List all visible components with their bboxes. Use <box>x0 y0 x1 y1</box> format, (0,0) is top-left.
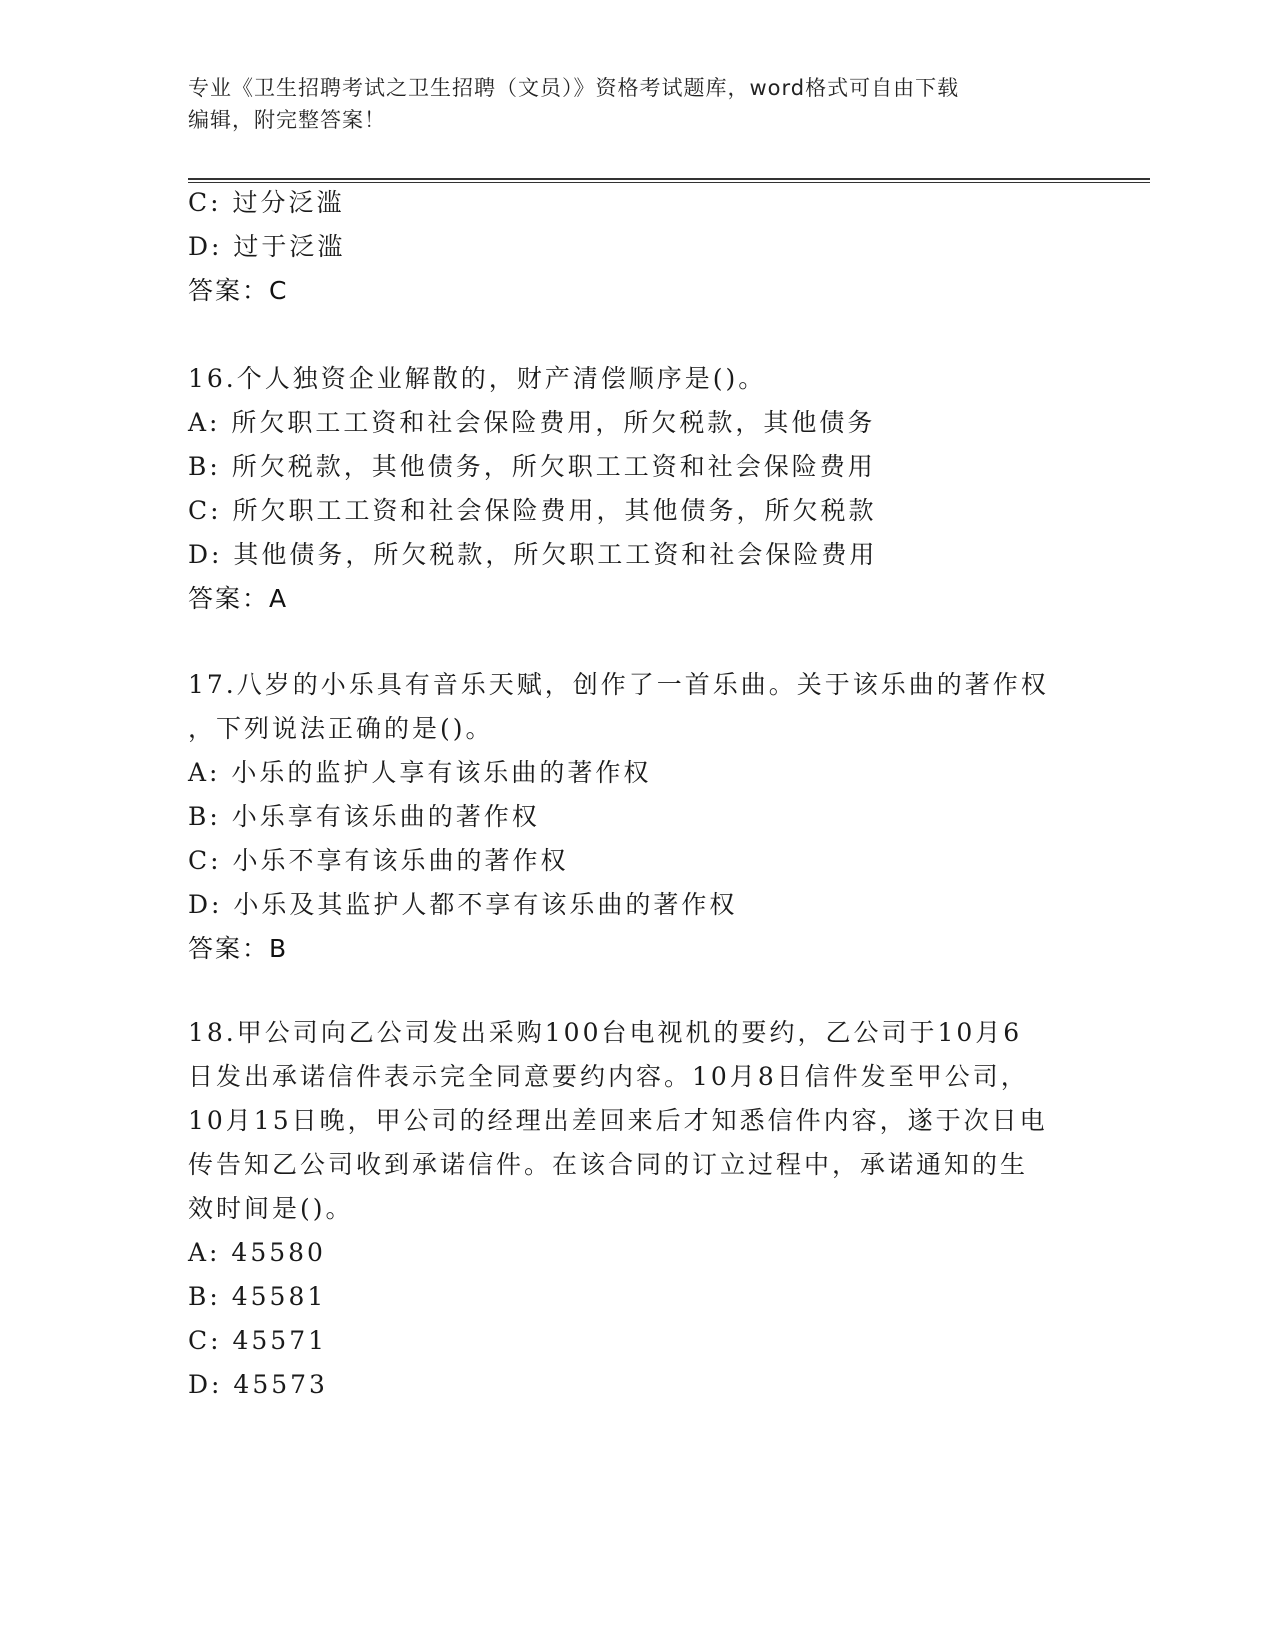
q18-stem-line-2: 日发出承诺信件表示完全同意要约内容。10月8日信件发至甲公司， <box>188 1062 1029 1091</box>
q18-option-b: B: 45581 <box>188 1282 327 1311</box>
q15-answer: 答案：C <box>188 276 289 305</box>
header-divider <box>188 178 1150 180</box>
q16-option-d: D: 其他债务，所欠税款，所欠职工工资和社会保险费用 <box>188 540 878 569</box>
q18-option-d: D: 45573 <box>188 1370 328 1399</box>
q15-option-c: C: 过分泛滥 <box>188 188 345 217</box>
q17-option-c: C: 小乐不享有该乐曲的著作权 <box>188 846 569 875</box>
q17-stem-line-2: ，下列说法正确的是()。 <box>188 714 494 743</box>
q17-option-b: B: 小乐享有该乐曲的著作权 <box>188 802 540 831</box>
q17-answer: 答案：B <box>188 934 289 963</box>
q17-option-a: A: 小乐的监护人享有该乐曲的著作权 <box>188 758 652 787</box>
q16-stem: 16.个人独资企业解散的，财产清偿顺序是()。 <box>188 364 767 393</box>
q16-option-c: C: 所欠职工工资和社会保险费用，其他债务，所欠税款 <box>188 496 877 525</box>
document-header <box>188 72 1088 136</box>
header-line-2: 编辑，附完整答案！ <box>188 108 386 132</box>
q16-option-a: A: 所欠职工工资和社会保险费用，所欠税款，其他债务 <box>188 408 876 437</box>
q16-answer: 答案：A <box>188 584 289 613</box>
header-line-1: 专业《卫生招聘考试之卫生招聘（文员）》资格考试题库，word格式可自由下载 <box>188 76 960 100</box>
q18-stem-line-5: 效时间是()。 <box>188 1194 354 1223</box>
q17-option-d: D: 小乐及其监护人都不享有该乐曲的著作权 <box>188 890 738 919</box>
q18-stem-line-1: 18.甲公司向乙公司发出采购100台电视机的要约，乙公司于10月6 <box>188 1018 1023 1047</box>
q16-option-b: B: 所欠税款，其他债务，所欠职工工资和社会保险费用 <box>188 452 876 481</box>
q18-stem-line-4: 传告知乙公司收到承诺信件。在该合同的订立过程中，承诺通知的生 <box>188 1150 1029 1179</box>
q18-option-c: C: 45571 <box>188 1326 328 1355</box>
q18-option-a: A: 45580 <box>188 1238 326 1267</box>
header-divider-thin <box>188 182 1150 183</box>
q18-stem-line-3: 10月15日晚，甲公司的经理出差回来后才知悉信件内容，遂于次日电 <box>188 1106 1048 1135</box>
q17-stem-line-1: 17.八岁的小乐具有音乐天赋，创作了一首乐曲。关于该乐曲的著作权 <box>188 670 1049 699</box>
q15-option-d: D: 过于泛滥 <box>188 232 346 261</box>
